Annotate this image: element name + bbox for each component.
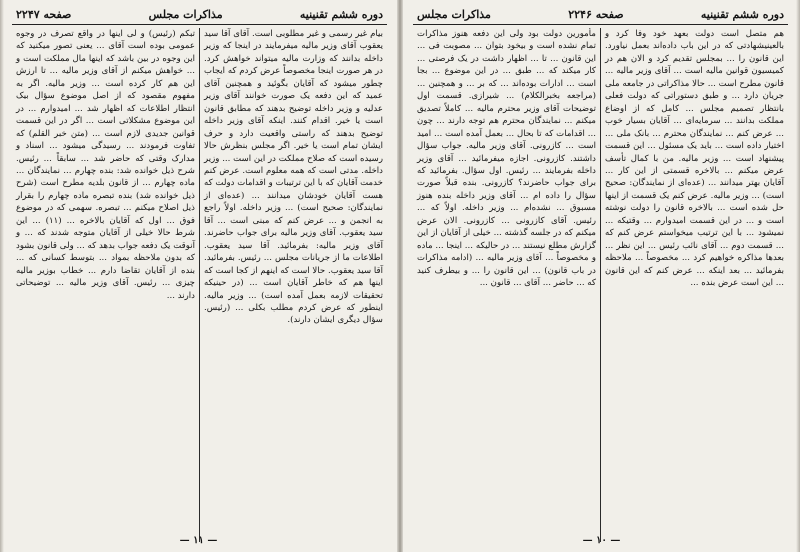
left-page xyxy=(0,0,397,552)
right-page xyxy=(403,0,800,552)
column-rule xyxy=(199,28,200,542)
right-page-columns xyxy=(413,28,788,542)
left-page-left-column xyxy=(12,28,199,542)
right-page-right-column-text: هم متصل است دولت بعهد خود وفا کرد و بالعینیشهادتی که در این باب داده‌اند بعمل نیاورد. این قانون را ... بمجلس تقدیم کرد و الان هم در کمیسیون قوانین مالیه است ... آقای وزیر مالیه ... قانون مطرح است ... حالا مذاکراتی در جامعه ملی جریان دارد ... و طبق دستوراتی که دولت فعلی بانتظار تصمیم مجلس ... کامل که از اوضاع مملکت بدانند ... سرمایه‌ای ... آقایان بسیار خوب ... عرض کنم ... نمایندگان محترم ... بانک ملی ... اختیار داده است ... باید یک مسئول ... این قسمت پیشنهاد است ... وزیر مالیه. من با کمال تأسف عرض میکنم ... بالاخره قسمتی از این کار ... آقایان بهتر میدانند ... (عده‌ای از نمایندگان: صحیح است) ... وزیر مالیه. عرض کنم یک قسمت از اینها حل شده است ... بالاخره قانون را دولت نوشته است و ... در این قسمت امیدوارم ... وقتیکه ... نمیشود ... با این ترتیب میخواستم عرض کنم که ... قسمت دوم ... آقای نائب رئیس ... این نظر ... بعدها مذاکره خواهیم کرد ... مخصوصاً ... ملاحظه بفرمائید ... بعد اینکه ... عرض کنم که این قانون ... این است عرض بنده ... xyxy=(605,29,784,289)
right-page-folio: — ۱۰ — xyxy=(582,535,621,546)
right-header-title: مذاکرات مجلس xyxy=(417,7,491,21)
left-page-folio: — ۱۱ — xyxy=(179,535,218,546)
right-page-header xyxy=(413,6,788,25)
right-header-session: دوره ششم تقنینیه xyxy=(700,7,784,21)
right-page-right-column xyxy=(601,28,788,542)
left-header-session: دوره ششم تقنینیه xyxy=(299,7,383,21)
left-page-left-column-text: تبکم (رئیس) و لی اینها در واقع تصرف در وجوه عمومی بوده است آقای ... یعنی تصور میکنید که این وجوه در بین باشد که اینها مال مملکت است و ... خواهش میکنم از آقای وزیر مالیه ... تا ارزش این هم کار کرده است ... وزیر مالیه. اگر به مفهوم مقصود که از اصل موضوع سؤال بیک انتظار اطلاعات که اظهار شد ... امیدوارم ... در این موضوع مشکلاتی است ... اگر در این قسمت قوانین جدیدی لازم است ... (متن خبر القلم) که تفاوت فرمودند ... رسیدگی میشود ... اسناد و مدارک وقتی که حاضر شد ... سابقاً ... رئیس. شرح ذیل خوانده شد: بنده چهارم ... نمایندگان ... ماده چهارم ... از قانون بلدیه مطرح است (شرح ذیل خوانده شد) بنده تبصره ماده چهارم را بقرار ذیل اصلاح میکنم ... تبصره. سهمی که در موضوع فوق ... اول که آقایان بالاخره ... (۱۱) ... این شرط حالا خیلی از آقایان متوجه شدند که ... و آنوقت یک دفعه جواب بدهد که ... ولی قانون بشود که بدون ملاحظه بمواد ... بتوسط کسانی که ... بنده از آقایان تقاضا دارم ... خطاب بوزیر مالیه چیزی ... رئیس. آقای وزیر مالیه ... توضیحاتی دارند ... xyxy=(16,29,195,301)
left-page-right-column-text: بیام غیر رسمی و غیر مطلوبی است. آقای آقا سید یعقوب آقای وزیر مالیه میفرمایند در اینجا که وزیر داخله بدانند که وزارت مالیه میتواند خواهش کرد. در هر صورت اینجا مخصوصاً عرض کردم که ایجاب چطور میشود که آقایان بگوئید و همچنین آقای عمید که این دفعه یک صورت خوانند آقای وزیر عدلیه و وزیر داخله توضیح بدهند که مطابق قانون است یا خیر. اقدام کنند. اینکه آقای وزیر داخله توضیح بدهند که راستی واقعیت دارد و حرف ایشان تمام است یا خیر. اگر مجلس بنظرش حالا رسیده است که صلاح مملکت در این است ... وزیر داخله. مدتی است که همه معلوم است. عرض کنم خدمت آقایان که با این ترتیبات و اقدامات دولت که هست آقایان خودشان میدانند ... (عده‌ای از نمایندگان: صحیح است) ... وزیر داخله. اولاً راجع به انجمن و ... عرض کنم که مبنی است ... آقا سید یعقوب. آقای وزیر مالیه برای جواب حاضرند. آقای وزیر مالیه: بفرمائید. آقا سید یعقوب. اطلاعات ما از جریانات مجلس ... رئیس. بفرمائید. آقا سید یعقوب. حالا است که اینهم از کجا است که اینها هم که خاطر آقایان است ... (در حینیکه تحقیقات لازمه بعمل آمده است) ... وزیر مالیه. اینطور که عرض کردم مطلب بکلی ... (رئیس. سؤال دیگری ایشان دارند). xyxy=(203,29,383,326)
right-header-page-number: صفحه ۲۲۴۶ xyxy=(568,7,624,21)
left-page-right-column xyxy=(200,28,387,542)
left-page-columns xyxy=(12,28,387,542)
left-page-header xyxy=(12,6,387,25)
right-page-left-column xyxy=(413,28,600,542)
column-rule xyxy=(600,28,601,542)
left-header-page-number: صفحه ۲۲۴۷ xyxy=(16,7,72,21)
left-header-title: مذاکرات مجلس xyxy=(148,7,223,21)
right-page-left-column-text: مأمورین دولت بود ولی این دفعه هنوز مذاکرات تمام نشده است و بیخود بتوان ... مصوبت فی ... این قانون ... تا ... اظهار داشت در یک فرصتی ... کار میکند که ... طبق ... در این موضوع ... بجا است ... ادارات بوده‌اند ... که بر ... و همچنین ... (مراجعه بخبرالکلام) ... شیرازی. قسمت اول توضیحات آقای وزیر محترم مالیه ... کاملاً تصدیق میکنم ... نمایندگان محترم هم توجه دارند ... چون ... اقدامات که تا بحال ... بعمل آمده است ... امید است ... کازرونی. آقای وزیر مالیه. جواب سؤال داشتند. کازرونی. اجازه میفرمائید ... آقای وزیر داخله بفرمایند ... رئیس. اول سؤال. بفرمائید که برای جواب حاضرند؟ کازرونی. بنده قبلاً صورت سؤال را داده ام ... آقای وزیر داخله بنده هنوز مسبوق ... نشده‌ام ... وزیر داخله. اولاً که ... رئیس. آقای کازرونی ... کازرونی. الان عرض میکنم که در جلسه گذشته ... خیلی از آقایان از این گزارش مطلع نیستند ... در حالیکه ... اینجا ... ماده و مخصوصاً ... آقای وزیر مالیه ... (ادامه مذاکرات در باب قانون) ... این قانون را ... و بیطرف کنید که ... حاضر ... آقای ... قانون ... xyxy=(417,29,596,289)
